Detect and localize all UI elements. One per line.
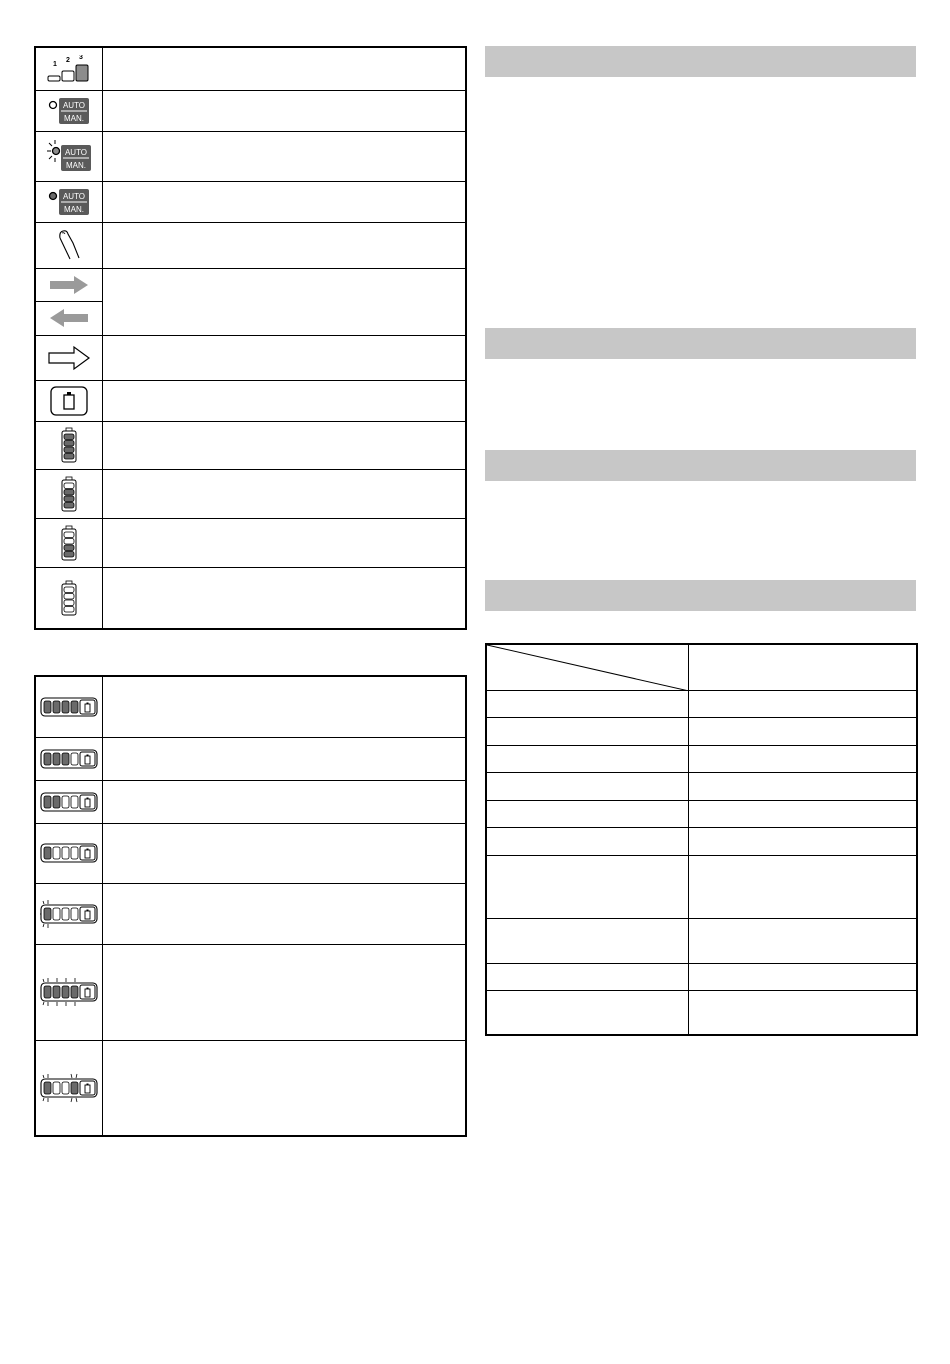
- table-cell: [688, 717, 917, 745]
- table-cell: [688, 690, 917, 717]
- table-cell: [486, 827, 688, 855]
- table-cell: [486, 717, 688, 745]
- symbol-description: [102, 780, 466, 823]
- symbol-description: [102, 944, 466, 1040]
- auto-label: AUTO: [62, 100, 85, 110]
- auto-man-lamp-off-icon: [35, 90, 102, 131]
- symbol-description: [102, 335, 466, 380]
- battery-level-3-icon: [35, 469, 102, 518]
- battery-level-4-icon: [35, 421, 102, 469]
- symbol-description: [102, 131, 466, 181]
- speed-level-1-label: 1: [52, 60, 57, 68]
- battery-level-2-icon: [35, 518, 102, 567]
- arrow-right-outline-icon: [35, 335, 102, 380]
- table-header-cell: [688, 644, 917, 690]
- symbol-description: [102, 567, 466, 629]
- section-bar-3: [485, 450, 916, 481]
- table-cell: [688, 855, 917, 918]
- auto-label: AUTO: [62, 191, 85, 201]
- charge-indicator-2-icon: [35, 780, 102, 823]
- table-cell: [486, 800, 688, 827]
- table-cell: [486, 963, 688, 990]
- table-cell: [486, 690, 688, 717]
- table-cell: [486, 990, 688, 1035]
- table-cell: [688, 990, 917, 1035]
- auto-man-lamp-on-icon: [35, 181, 102, 222]
- section-bar-1: [485, 46, 916, 77]
- battery-level-0-icon: [35, 567, 102, 629]
- symbol-description: [102, 469, 466, 518]
- symbol-description: [102, 268, 466, 335]
- table-cell: [486, 745, 688, 772]
- table-cell: [688, 827, 917, 855]
- symbol-table-1: [34, 46, 467, 630]
- table-cell: [486, 918, 688, 963]
- table-cell: [688, 800, 917, 827]
- symbol-table-2: [34, 675, 467, 1137]
- symbol-description: [102, 883, 466, 944]
- symbol-description: [102, 1040, 466, 1136]
- charge-indicator-4-icon: [35, 676, 102, 737]
- symbol-description: [102, 222, 466, 268]
- symbol-description: [102, 181, 466, 222]
- symbol-description: [102, 380, 466, 421]
- symbol-description: [102, 90, 466, 131]
- symbol-description: [102, 47, 466, 90]
- symbol-description: [102, 823, 466, 883]
- section-bar-4: [485, 580, 916, 611]
- section-bar-2: [485, 328, 916, 359]
- finger-press-icon: [35, 222, 102, 268]
- man-label: MAN.: [63, 204, 84, 214]
- table-cell: [688, 745, 917, 772]
- symbol-description: [102, 737, 466, 780]
- table-cell: [688, 772, 917, 800]
- speed-level-3-label: 3: [78, 54, 83, 61]
- charge-indicator-alternating-blinking-icon: [35, 1040, 102, 1136]
- table-cell: [486, 772, 688, 800]
- battery-pack-icon: [35, 380, 102, 421]
- auto-label: AUTO: [64, 148, 87, 157]
- charge-indicator-4b-icon: [35, 737, 102, 780]
- table-cell: [688, 918, 917, 963]
- arrow-left-filled-icon: [35, 301, 102, 335]
- speed-level-2-label: 2: [65, 56, 70, 64]
- charge-indicator-all-blinking-icon: [35, 944, 102, 1040]
- symbol-description: [102, 421, 466, 469]
- symbol-description: [102, 676, 466, 737]
- charge-indicator-first-blinking-icon: [35, 883, 102, 944]
- arrow-right-filled-icon: [35, 268, 102, 301]
- charge-indicator-1-icon: [35, 823, 102, 883]
- specifications-table: [485, 643, 918, 1036]
- auto-man-lamp-blinking-icon: [35, 131, 102, 181]
- symbol-description: [102, 518, 466, 567]
- man-label: MAN.: [65, 161, 86, 170]
- man-label: MAN.: [63, 113, 84, 123]
- table-cell: [486, 855, 688, 918]
- table-corner-cell: [486, 644, 688, 690]
- table-cell: [688, 963, 917, 990]
- speed-levels-icon: [35, 47, 102, 90]
